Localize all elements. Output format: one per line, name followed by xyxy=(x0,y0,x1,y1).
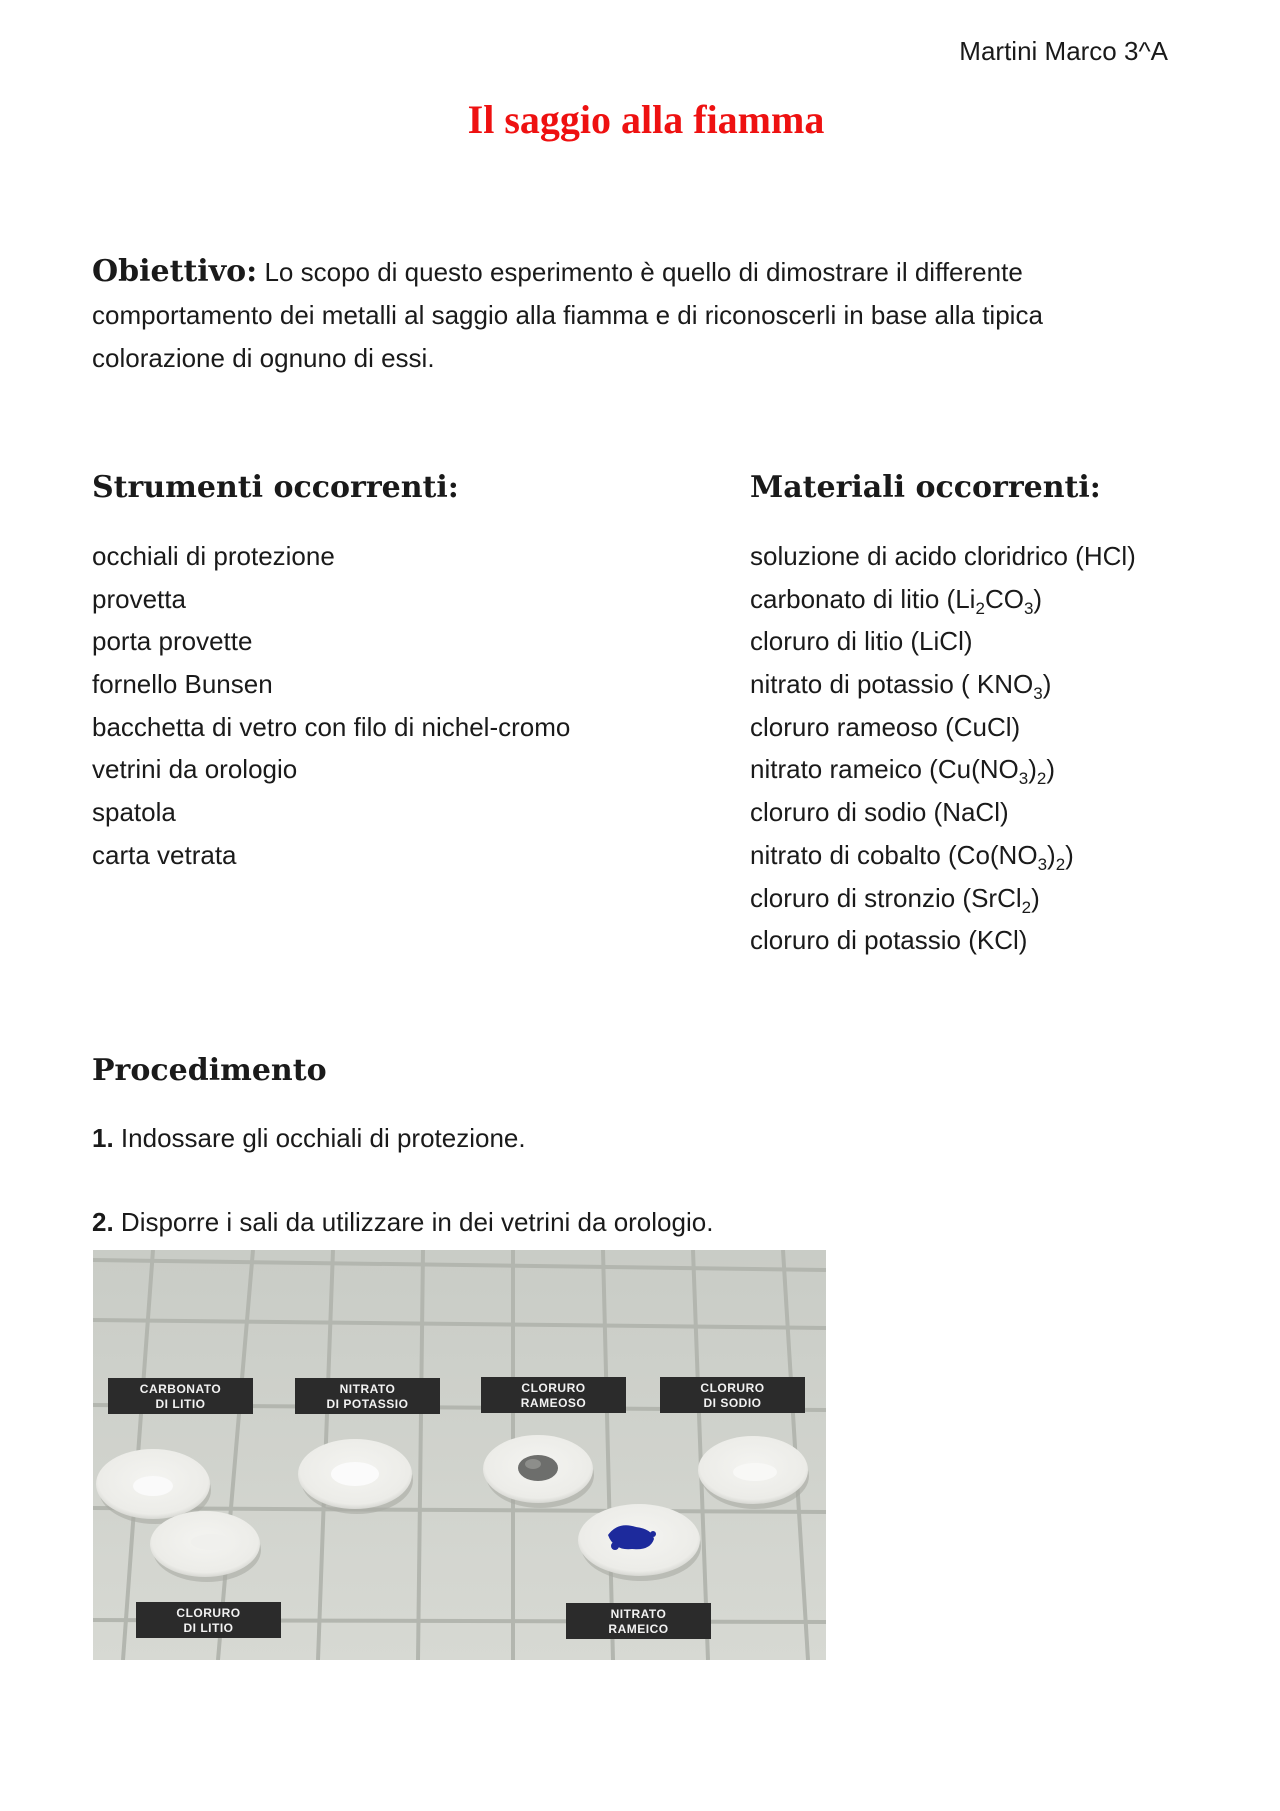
subscript: 2 xyxy=(1055,855,1066,874)
step-number: 1. xyxy=(92,1123,114,1153)
list-item xyxy=(750,578,1136,621)
list-item: provetta xyxy=(92,583,186,614)
list-item: spatola xyxy=(92,797,176,828)
text-part: ) xyxy=(1031,882,1040,913)
materials-heading: Materiali occorrenti: xyxy=(750,470,1101,505)
list-item xyxy=(750,663,1136,706)
procedure-step xyxy=(92,1123,526,1154)
label-line: CLORURO xyxy=(700,1381,765,1395)
list-item: cloruro di sodio (NaCl) xyxy=(750,797,1009,828)
salt-label-nitrato-di-potassio xyxy=(295,1378,440,1414)
list-item: vetrini da orologio xyxy=(92,754,298,785)
list-item: cloruro di potassio (KCl) xyxy=(750,925,1028,956)
label-line: DI LITIO xyxy=(183,1621,234,1635)
subscript: 2 xyxy=(1021,897,1032,917)
text-part: cloruro di stronzio (SrCl xyxy=(750,882,1022,913)
salts-photo xyxy=(93,1250,826,1660)
list-item: soluzione di acido cloridrico (HCl) xyxy=(750,541,1136,571)
author-name: Martini Marco 3^A xyxy=(959,36,1168,66)
step-text: Indossare gli occhiali di protezione. xyxy=(120,1123,526,1153)
label-line: RAMEOSO xyxy=(520,1396,587,1410)
step-text: Disporre i sali da utilizzare in dei vetrini da orologio. xyxy=(120,1207,714,1237)
text-part: nitrato rameico (Cu(NO xyxy=(750,754,1019,785)
text-part: CO xyxy=(984,583,1024,614)
list-item: carta vetrata xyxy=(92,839,237,870)
text-part: nitrato di potassio ( KNO xyxy=(750,669,1034,700)
label-line: DI POTASSIO xyxy=(326,1397,409,1411)
procedure-step xyxy=(92,1207,713,1238)
text-part: carbonato di litio (Li xyxy=(750,583,976,614)
list-item: cloruro di litio (LiCl) xyxy=(750,626,973,657)
objective-paragraph xyxy=(92,250,1152,380)
subscript: 3 xyxy=(1033,684,1043,704)
salt-label-nitrato-rameico xyxy=(566,1603,711,1639)
list-item xyxy=(750,877,1136,920)
list-item: porta provette xyxy=(92,626,253,657)
list-item xyxy=(750,748,1136,791)
text-part: ) xyxy=(1046,754,1056,785)
label-line: NITRATO xyxy=(610,1607,667,1621)
label-line: CLORURO xyxy=(176,1606,241,1620)
subscript: 3 xyxy=(1018,769,1029,789)
text-part: ) xyxy=(1047,839,1056,870)
document-title: Il saggio alla fiamma xyxy=(467,97,825,142)
text-part: ) xyxy=(1033,583,1043,614)
salt-label-carbonato-di-litio xyxy=(108,1378,253,1414)
salt-label-cloruro-rameoso xyxy=(481,1377,626,1413)
label-line: NITRATO xyxy=(339,1382,396,1396)
label-line: CLORURO xyxy=(521,1381,586,1395)
objective-text: Lo scopo di questo esperimento è quello di dimostrare il differente comportamento dei metalli al saggio alla fiamma e di riconoscerli in base alla tipica colorazione di ognuno di essi. xyxy=(92,257,1043,373)
procedure-heading: Procedimento xyxy=(92,1053,327,1088)
subscript: 2 xyxy=(1036,769,1047,789)
tools-list xyxy=(92,535,570,877)
text-part: ) xyxy=(1042,669,1052,700)
label-line: DI SODIO xyxy=(703,1396,762,1410)
salt-label-cloruro-di-litio xyxy=(136,1602,281,1638)
text-part: nitrato di cobalto (Co(NO xyxy=(750,839,1038,870)
label-line: RAMEICO xyxy=(608,1622,669,1636)
list-item: fornello Bunsen xyxy=(92,669,273,700)
tools-heading: Strumenti occorrenti: xyxy=(92,470,459,505)
label-line: CARBONATO xyxy=(139,1382,222,1396)
list-item xyxy=(750,834,1136,877)
objective-label: Obiettivo: xyxy=(92,254,258,289)
list-item: occhiali di protezione xyxy=(92,541,335,571)
text-part: ) xyxy=(1065,839,1074,870)
subscript: 3 xyxy=(1037,855,1048,874)
label-line: DI LITIO xyxy=(155,1397,206,1411)
list-item: bacchetta di vetro con filo di nichel-cromo xyxy=(92,711,571,742)
subscript: 2 xyxy=(975,598,985,618)
text-part: ) xyxy=(1028,754,1037,785)
step-number: 2. xyxy=(92,1207,114,1237)
subscript: 3 xyxy=(1023,598,1034,618)
salt-label-cloruro-di-sodio xyxy=(660,1377,805,1413)
list-item: cloruro rameoso (CuCl) xyxy=(750,711,1021,742)
materials-list xyxy=(750,535,1136,962)
